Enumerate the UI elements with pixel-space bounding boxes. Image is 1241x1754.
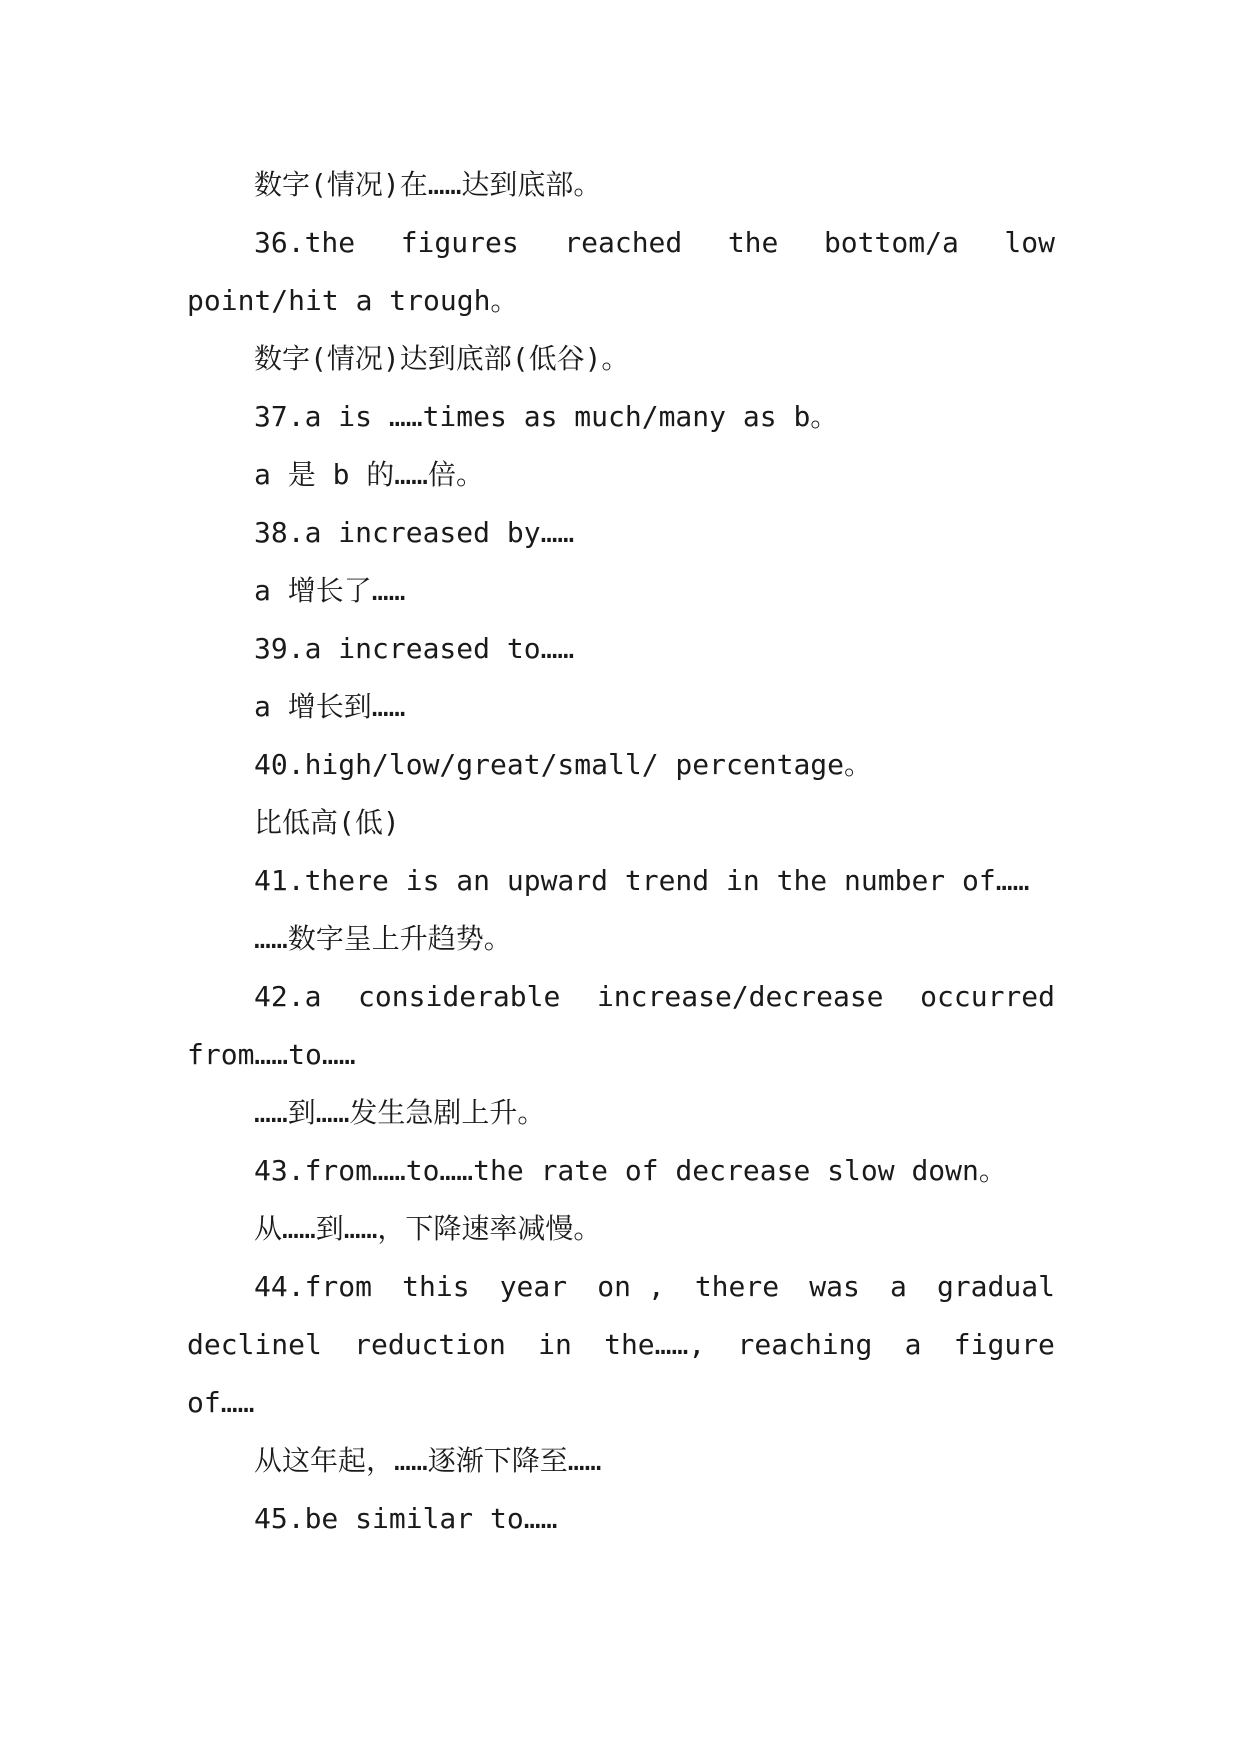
phrase-line-43: 43.from……to……the rate of decrease slow down。	[254, 1154, 1007, 1187]
translation-line: 比低高(低)	[254, 806, 400, 839]
word: year	[499, 1270, 568, 1303]
word: on ,	[597, 1270, 665, 1303]
phrase-line-continued: point/hit a trough。	[187, 284, 519, 317]
phrase-line-39: 39.a increased to……	[254, 632, 575, 665]
word: declinel	[187, 1328, 322, 1361]
phrase-line-41: 41.there is an upward trend in the number of……	[254, 864, 1030, 897]
word: the……,	[604, 1328, 706, 1361]
word: gradual	[936, 1270, 1055, 1303]
phrase-line-37: 37.a is ……times as much/many as b。	[254, 400, 839, 433]
word: was	[809, 1270, 860, 1303]
translation-line: ……数字呈上升趋势。	[254, 922, 512, 955]
word: 44.from	[254, 1270, 373, 1303]
word: figures	[400, 226, 519, 259]
word: the	[727, 226, 779, 259]
phrase-line-38: 38.a increased by……	[254, 516, 575, 549]
word: reached	[564, 226, 683, 259]
word: there	[694, 1270, 780, 1303]
word: a	[904, 1328, 922, 1361]
translation-line: ……到……发生急剧上升。	[254, 1096, 546, 1129]
word: considerable	[358, 980, 561, 1013]
word: low	[1004, 226, 1055, 259]
phrase-line-continued: from……to……	[187, 1038, 356, 1071]
word: increase/decrease	[596, 980, 884, 1013]
translation-line: 数字(情况)在……达到底部。	[254, 168, 602, 201]
translation-line: 数字(情况)达到底部(低谷)。	[254, 342, 630, 375]
phrase-line-continued: of……	[187, 1386, 255, 1419]
word: 42.a	[254, 980, 322, 1013]
word: figure	[953, 1328, 1055, 1361]
word: a	[889, 1270, 907, 1303]
phrase-line-36	[187, 214, 1055, 272]
word: this	[402, 1270, 470, 1303]
translation-line: a 是 b 的……倍。	[254, 458, 485, 491]
word: occurred	[920, 980, 1055, 1013]
phrase-line-42	[187, 968, 1055, 1026]
phrase-line-44	[187, 1258, 1055, 1316]
translation-line: 从……到……，下降速率减慢。	[254, 1212, 602, 1245]
word: reaching	[737, 1328, 873, 1361]
word: in	[538, 1328, 572, 1361]
translation-line: a 增长了……	[254, 574, 406, 607]
translation-line: a 增长到……	[254, 690, 406, 723]
phrase-line-40: 40.high/low/great/small/ percentage。	[254, 748, 873, 781]
translation-line: 从这年起，……逐渐下降至……	[254, 1444, 602, 1477]
word: reduction	[354, 1328, 506, 1361]
word: 36.the	[254, 226, 356, 259]
word: bottom/a	[823, 226, 959, 259]
document-body	[187, 156, 1055, 1548]
phrase-line-continued	[187, 1316, 1055, 1374]
phrase-line-45: 45.be similar to……	[254, 1502, 558, 1535]
